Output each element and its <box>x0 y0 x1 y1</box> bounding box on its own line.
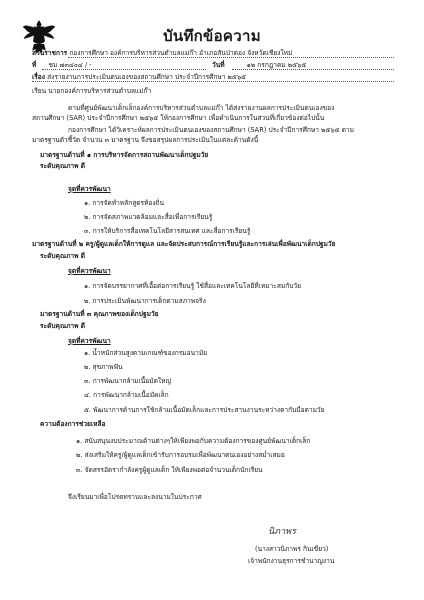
standard-2-item: ๑. การจัดบรรยากาศที่เอื้อต่อการเรียนรู้ ใช้สื่อและเทคโนโลยีที่เหมาะสมกับวัย <box>84 282 301 290</box>
closing-text: จึงเรียนมาเพื่อโปรดทราบและลงนามในประกาศ <box>68 493 202 501</box>
agency-value: กองการศึกษา องค์การบริหารส่วนตำบลแม่ก๊า อำเภอสันป่าตอง จังหวัดเชียงใหม่ <box>69 49 293 57</box>
agency-row <box>32 49 292 57</box>
standard-3-item: ๒. สุขภาพฟัน <box>84 363 123 371</box>
date-underline <box>232 69 394 70</box>
standard-2-item: ๒. การประเมินพัฒนาการเด็กตามสภาพจริง <box>84 297 206 305</box>
agency-underline <box>68 57 394 58</box>
date-value: ๑๒ กรกฎาคม ๒๕๖๕ <box>246 61 307 69</box>
standard-3-item: ๑. น้ำหนักส่วนสูงตามเกณฑ์ของกรมอนามัย <box>84 349 208 357</box>
date-row <box>212 61 306 69</box>
standard-3-item: ๓. การพัฒนากล้ามเนื้อมัดใหญ่ <box>84 377 172 385</box>
standard-1-level: ระดับคุณภาพ ดี <box>40 162 86 170</box>
handwritten-signature: นิภาพร <box>268 527 296 537</box>
assistance-item: ๒. ส่งเสริมให้ครู/ผู้ดูแลเด็กเข้ารับการอบรมเพื่อพัฒนาตนเองอย่างสม่ำเสมอ <box>76 451 285 459</box>
standard-1-item: ๑. การจัดทำหลักสูตรท้องถิ่น <box>84 199 165 207</box>
standard-3-item: ๕. พัฒนาการด้านการใช้กล้ามเนื้อมัดเล็กและการประสานงานระหว่างตากับมือตามวัย <box>84 406 325 414</box>
standard-2-dev-label: จุดที่ควรพัฒนา <box>68 267 111 275</box>
standard-1-item: ๓. การให้บริการสื่อเทคโนโลยีสารสนเทศ และสื่อการเรียนรู้ <box>84 227 251 235</box>
ref-label: ที่ <box>32 61 37 69</box>
subject-label: เรื่อง <box>32 73 45 81</box>
to-row <box>32 87 151 95</box>
para2-line2: มาตรฐานตัวชี้วัด จำนวน ๓ มาตรฐาน จึงขอสรุปผลการประเมินในแต่ละด้านดังนี้ <box>32 136 259 144</box>
signer-name: (นางสาวนิภาพร กินเขียว) <box>255 545 329 553</box>
subject-underline <box>32 81 394 82</box>
subject-value: ส่งรายงานการประเมินตนเองของสถานศึกษา ประจำปีการศึกษา ๒๕๖๕ <box>47 73 247 81</box>
standard-1-title: มาตรฐานด้านที่ ๑ การบริหารจัดการสถานพัฒนาเด็กปฐมวัย <box>40 151 209 159</box>
ref-row <box>32 61 92 69</box>
to-value: นายกองค์การบริหารส่วนตำบลแม่ก๊า <box>48 87 152 95</box>
para1-line2: สถานศึกษา (SAR) ประจำปีการศึกษา ๒๕๖๕ ให้กองการศึกษา เพื่อดำเนินการในส่วนที่เกี่ยวข้องต่อไปนั้น <box>32 114 325 122</box>
standard-2-level: ระดับคุณภาพ ดี <box>40 252 86 260</box>
memo-title: บันทึกข้อความ <box>163 27 261 45</box>
standard-3-level: ระดับคุณภาพ ดี <box>40 322 86 330</box>
assistance-label: ความต้องการช่วยเหลือ <box>40 420 106 428</box>
to-label: เรียน <box>32 87 47 95</box>
standard-3-item: ๔. การพัฒนากล้ามเนื้อมัดเล็ก <box>84 391 169 399</box>
subject-row <box>32 73 246 81</box>
standard-3-title: มาตรฐานด้านที่ ๓ คุณภาพของเด็กปฐมวัย <box>40 310 159 318</box>
agency-label: ส่วนราชการ <box>32 49 68 57</box>
assistance-item: ๓. จัดสรรอัตรากำลังครูผู้ดูแลเด็ก ให้เพียงพอต่อจำนวนเด็กนักเรียน <box>76 466 263 474</box>
para2-line1: กองการศึกษา ได้วิเคราะห์ผลการประเมินตนเองของสถานศึกษา (SAR) ประจำปีการศึกษา ๒๕๖๕ ตาม <box>68 126 354 134</box>
ref-value: ชม ๗๓๔๐๔ / - <box>48 61 92 69</box>
signer-position: เจ้าพนักงานธุรการชำนาญงาน <box>248 557 335 565</box>
assistance-item: ๑. สนับสนุนงบประมาณด้านต่างๆให้เพียงพอกับความต้องการของศูนย์พัฒนาเด็กเล็ก <box>76 437 311 445</box>
standard-2-title: มาตรฐานด้านที่ ๒ ครู/ผู้ดูแลเด็กให้การดูแล และจัดประสบการณ์การเรียนรู้และการเล่นเพื่อพัฒนาเด็กปฐมวัย <box>32 240 336 248</box>
ref-underline <box>42 69 206 70</box>
date-label: วันที่ <box>212 61 225 69</box>
standard-3-dev-label: จุดที่ควรพัฒนา <box>68 337 111 345</box>
standard-1-dev-label: จุดที่ควรพัฒนา <box>68 185 111 193</box>
standard-1-item: ๒. การจัดสภาพแวดล้อมและสื่อเพื่อการเรียนรู้ <box>84 213 213 221</box>
para1-line1: ตามที่ศูนย์พัฒนาเด็กเล็กองค์การบริหารส่วนตำบลแม่ก๊า ได้ส่งรายงานผลการประเมินตนเองของ <box>68 104 335 112</box>
